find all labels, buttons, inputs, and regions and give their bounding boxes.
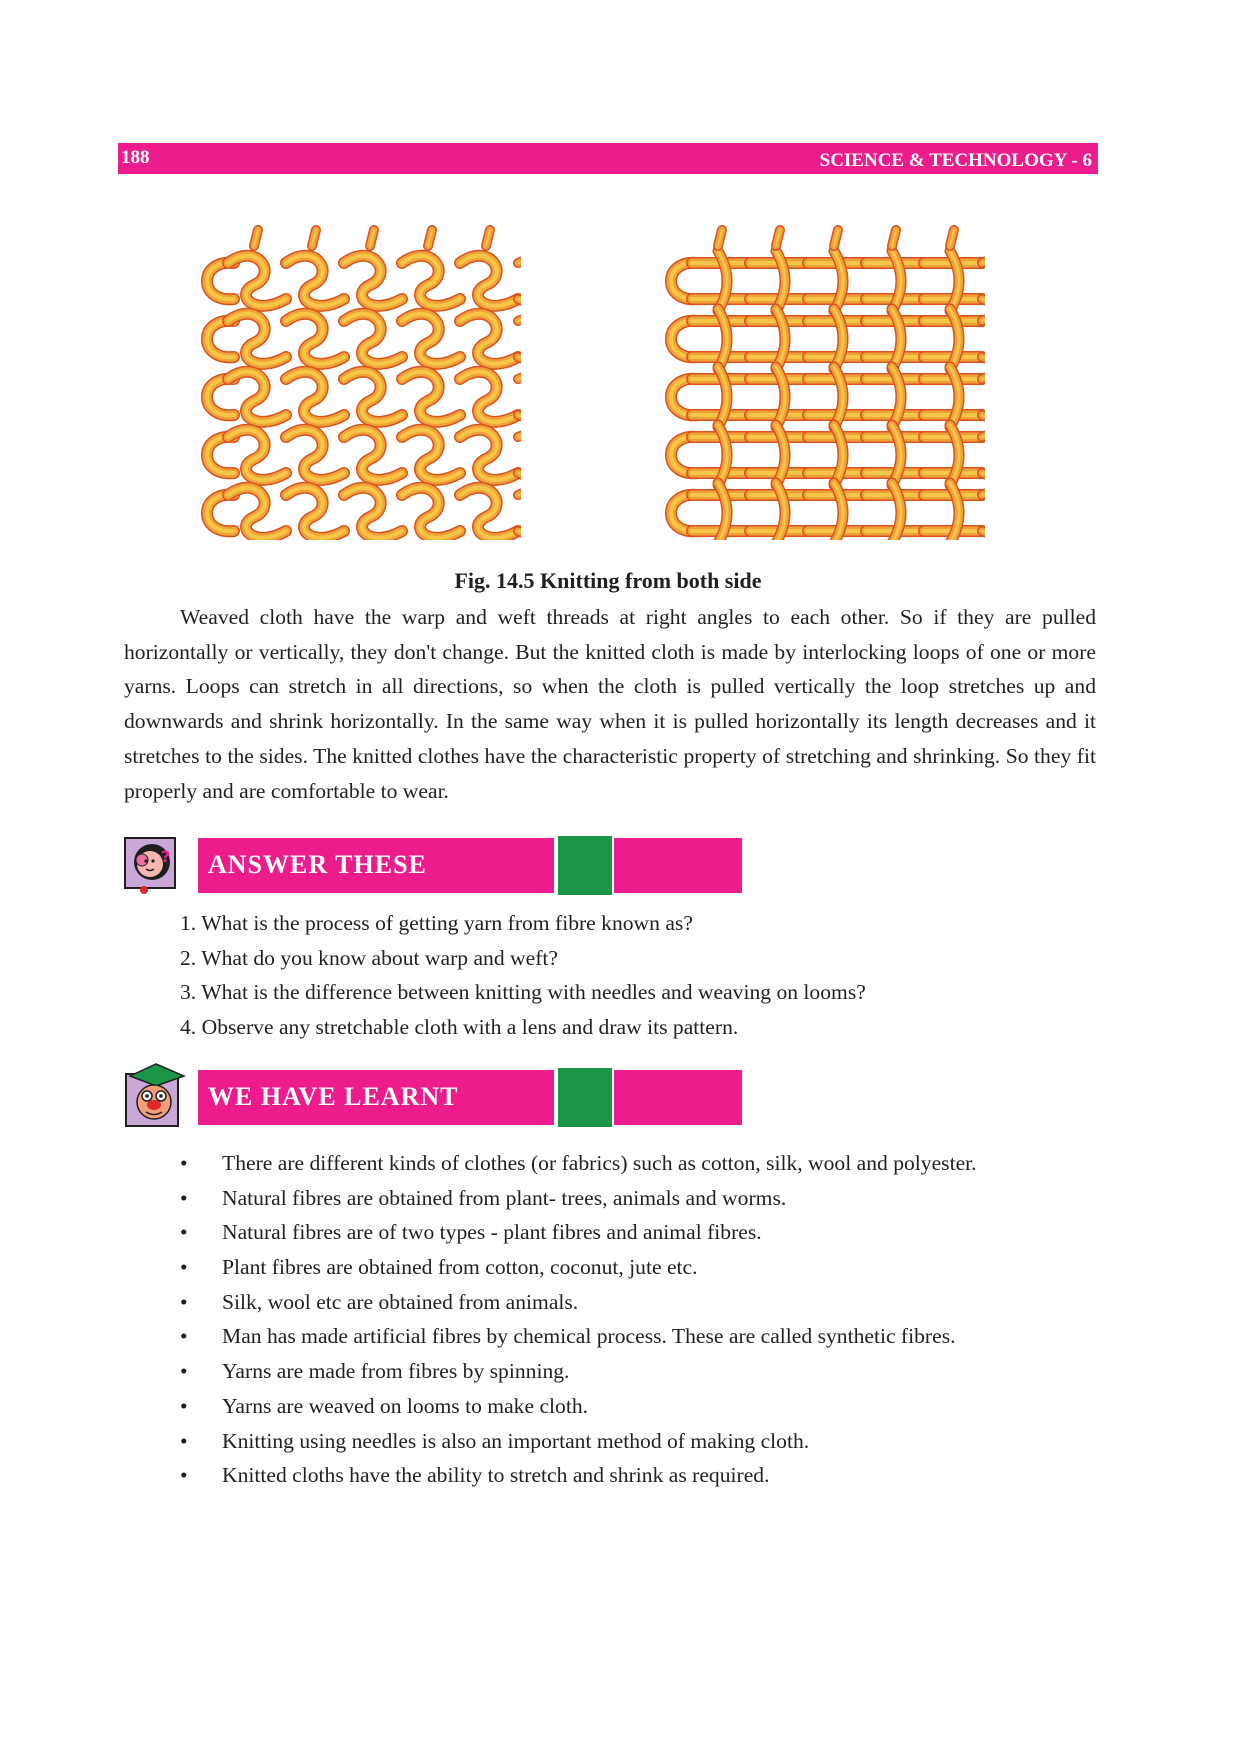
learnt-point: Natural fibres are obtained from plant- trees, animals and worms. bbox=[222, 1185, 787, 1210]
learnt-point: Natural fibres are of two types - plant fibres and animal fibres. bbox=[222, 1220, 762, 1245]
knitting-figure-back bbox=[650, 222, 985, 540]
list-item bbox=[180, 1354, 977, 1389]
learnt-point: There are different kinds of clothes (or fabrics) such as cotton, silk, wool and polyester. bbox=[222, 1151, 977, 1175]
bullet: • bbox=[180, 1151, 188, 1175]
list-item bbox=[180, 1181, 977, 1216]
answer-these-banner bbox=[198, 838, 742, 893]
paragraph-text: Weaved cloth have the warp and weft threads at right angles to each other. So if they are pulled horizontally or vertically, they don't change. But the knitted cloth is made by interlocking loops of one or more yarns. Loops can stretch in all directions, so when the cloth is pulled vertically the loop stretches up and downwards and shrink horizontally. In the same way when it is pulled horizontally its length decreases and it stretches to the sides. The knitted clothes have the characteristic property of stretching and shrinking. So they fit properly and are comfortable to wear. bbox=[124, 605, 1096, 803]
banner-green-block bbox=[558, 1068, 612, 1127]
learnt-point: Plant fibres are obtained from cotton, coconut, jute etc. bbox=[222, 1255, 698, 1280]
learnt-point: Knitting using needles is also an important method of making cloth. bbox=[222, 1428, 810, 1453]
question-item: 1. What is the process of getting yarn from fibre known as? bbox=[180, 911, 693, 935]
we-have-learnt-title: WE HAVE LEARNT bbox=[208, 1082, 459, 1111]
svg-text:?: ? bbox=[161, 847, 171, 866]
answer-these-title: ANSWER THESE bbox=[208, 850, 427, 879]
learnt-point: Yarns are weaved on looms to make cloth. bbox=[222, 1393, 589, 1418]
list-item bbox=[180, 1424, 977, 1459]
thinking-girl-icon bbox=[122, 832, 186, 896]
question-item: 2. What do you know about warp and weft? bbox=[180, 945, 558, 970]
banner-pink-block bbox=[614, 1070, 742, 1125]
learnt-point: Man has made artificial fibres by chemical process. These are called synthetic fibres. bbox=[222, 1324, 956, 1349]
banner-green-block bbox=[558, 836, 612, 895]
list-item bbox=[180, 1215, 977, 1250]
question-item: 4. Observe any stretchable cloth with a lens and draw its pattern. bbox=[180, 1015, 739, 1040]
graduate-face-icon bbox=[122, 1062, 188, 1130]
learnt-point: Knitted cloths have the ability to stretch and shrink as required. bbox=[222, 1463, 770, 1488]
book-title: SCIENCE & TECHNOLOGY - 6 bbox=[819, 150, 1092, 171]
we-have-learnt-banner bbox=[198, 1070, 742, 1125]
bullet: • bbox=[180, 1359, 188, 1384]
learnt-point: Yarns are made from fibres by spinning. bbox=[222, 1359, 570, 1384]
learnt-point: Silk, wool etc are obtained from animals. bbox=[222, 1289, 579, 1314]
list-item bbox=[180, 1389, 977, 1424]
banner-pink-block bbox=[614, 838, 742, 893]
list-item bbox=[180, 1458, 977, 1493]
knitting-loops-illustration bbox=[650, 222, 985, 540]
bullet: • bbox=[180, 1428, 188, 1453]
page-number: 188 bbox=[121, 147, 150, 168]
bullet: • bbox=[180, 1393, 188, 1418]
bullet: • bbox=[180, 1289, 188, 1314]
list-item bbox=[180, 1319, 977, 1354]
bullet: • bbox=[180, 1463, 188, 1488]
bullet: • bbox=[180, 1255, 188, 1280]
bullet: • bbox=[180, 1324, 188, 1349]
question-item: 3. What is the difference between knitting with needles and weaving on looms? bbox=[180, 980, 866, 1005]
learnt-points-list bbox=[180, 1146, 977, 1493]
body-paragraph bbox=[124, 600, 1096, 808]
bullet: • bbox=[180, 1185, 188, 1210]
page-header-bar bbox=[118, 143, 1098, 174]
knitting-loops-illustration bbox=[186, 222, 521, 540]
figure-caption: Fig. 14.5 Knitting from both side bbox=[454, 568, 762, 593]
list-item bbox=[180, 1146, 977, 1181]
bullet: • bbox=[180, 1220, 188, 1245]
knitting-figure-front bbox=[186, 222, 521, 540]
list-item bbox=[180, 1285, 977, 1320]
questions-list bbox=[180, 906, 866, 1045]
list-item bbox=[180, 1250, 977, 1285]
